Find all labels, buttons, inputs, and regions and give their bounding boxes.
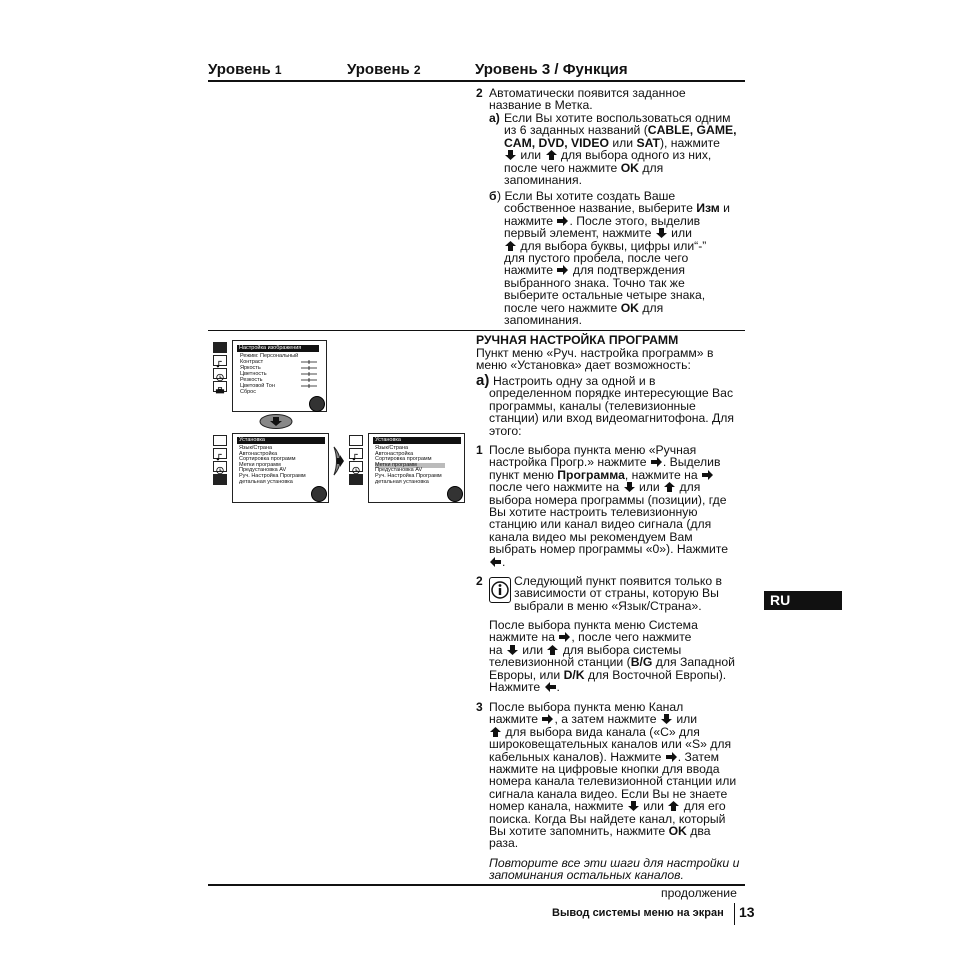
menu-item: детальная установка (375, 478, 429, 485)
music-note-icon (349, 448, 363, 459)
menu-item: Яркость (240, 365, 261, 371)
info-icon (489, 577, 511, 603)
ok-button-icon (309, 396, 325, 412)
option-a-text: определенном порядке интересующие Вас программы, каналы (телевизионные станции) или вход видеомагнитофона. Для этого: (489, 386, 735, 438)
top-step2-text: Автоматически появится заданное название в Метка. (489, 86, 686, 113)
arrow-down-icon (655, 227, 668, 239)
arrow-left-icon (544, 681, 557, 693)
clock-icon (213, 368, 227, 379)
option-a-text: Если Вы хотите воспользоваться одним из 6 заданных названий (CABLE, GAME, CAM, DVD, VIDEO или SAT), нажмите или для выбора одного из них, после чего нажмите OK для запоминания. (504, 111, 737, 188)
header-level-1: Уровень 1 (208, 61, 282, 78)
intro-text: Пункт меню «Руч. настройка программ» в меню «Установка» дает возможность: (476, 346, 714, 373)
menu-item: Контраст (240, 359, 264, 365)
arrow-right-icon (556, 264, 569, 276)
option-a-label: а) (489, 111, 500, 125)
toolbox-icon (213, 381, 227, 392)
arrow-right-icon (665, 751, 678, 763)
continued-label: продолжение (661, 886, 737, 900)
tv-icon (213, 435, 227, 446)
language-tab: RU (764, 591, 842, 610)
menu-title: Установка (237, 437, 325, 444)
clock-icon (213, 461, 227, 472)
ok-button-icon (311, 486, 327, 502)
option-b-text-cont: собственное название, выберите Изм и нажмите . После этого, выделив первый элемент, нажмите или для выбора буквы, цифры или“-” для пустого пробела, после чего нажмите для подтверждения выбранного знака. Точно так же выберите остальные четыре знака, после чего нажмите OK для запоминания. (504, 201, 730, 328)
menu-item: Сброс (240, 389, 256, 395)
step1-text: После выбора пункта меню «Ручная настройка Прогр.» нажмите . Выделив пункт меню Программа, нажмите на после чего нажмите на или для выбора номера программы (позиции), где Вы хотите настроить телевизионную станцию или канал видео сигнала (для канала видео мы рекомендуем Вам выбрать номер программы «0»). Нажмите . (489, 443, 729, 569)
arrow-down-icon (506, 644, 519, 656)
menu-item: Режим: Персональный (240, 353, 299, 359)
menu-item: Руч. Настройка Программ (239, 473, 306, 479)
nav-pad-icon (332, 445, 346, 477)
step2-text: После выбора пункта меню Система нажмите на , после чего нажмите на или для выбора системы телевизионной станции (B/G для Западной Евроры, или D/K для Восточной Европы). Нажмите . (489, 618, 735, 695)
arrow-up-icon (504, 240, 517, 252)
ok-button-icon (447, 486, 463, 502)
music-note-icon (213, 448, 227, 459)
tv-icon (213, 342, 227, 353)
menu-item: Сортировка программ (239, 456, 296, 463)
page-number: 13 (739, 904, 755, 920)
arrow-up-icon (489, 726, 502, 738)
step-number: 2 (476, 574, 483, 588)
menu-item: Автонастройка (239, 450, 278, 457)
menu-item: Язык/Страна (375, 445, 409, 451)
arrow-up-icon (667, 800, 680, 812)
menu-item: Язык/Страна (239, 445, 273, 451)
arrow-down-icon (504, 149, 517, 161)
picture-menu-screen (212, 340, 326, 412)
menu-item: Предустановка AV (239, 467, 287, 474)
clock-icon (349, 461, 363, 472)
toolbox-icon (349, 474, 363, 485)
section-title: РУЧНАЯ НАСТРОЙКА ПРОГРАММ (476, 333, 679, 347)
arrow-right-icon (701, 469, 714, 481)
setup-menu-box (368, 433, 465, 503)
menu-item: Резкость (240, 377, 263, 383)
menu-item: детальная установка (239, 478, 293, 485)
footer-divider (734, 903, 735, 925)
step-number: 3 (476, 700, 483, 714)
toolbox-icon (213, 474, 227, 485)
step-number: 2 (476, 86, 483, 100)
menu-item: Руч. Настройка Программ (375, 473, 442, 479)
arrow-left-icon (489, 556, 502, 568)
arrow-up-icon (545, 149, 558, 161)
arrow-right-icon (541, 713, 554, 725)
footer-section-title: Вывод системы меню на экран (552, 907, 724, 919)
section-rule (208, 330, 745, 331)
header-level-2: Уровень 2 (347, 61, 421, 78)
picture-menu-box (232, 340, 327, 412)
option-b-text: ) Если Вы хотите создать Ваше (497, 189, 676, 203)
header-level-3: Уровень 3 / Функция (475, 61, 628, 78)
menu-title: Настройка изображения (237, 345, 319, 352)
option-a-label: a) (476, 372, 490, 389)
setup-menu-screen (212, 433, 328, 503)
arrow-down-icon (623, 481, 636, 493)
step2-note: Следующий пункт появится только в зависимости от страны, которую Вы выбрали в меню «Язык/Страна». (514, 574, 722, 613)
option-b-label: б (489, 189, 497, 203)
menu-title: Установка (373, 437, 461, 444)
step3-text: После выбора пункта меню Канал нажмите , а затем нажмите или для выбора вида канала («C» для широковещательных каналов или «S» для кабельных каналов). Нажмите . Затем нажмите на цифровые кнопки для ввода номера канала телевизионной станции или сигнала канала видео. Если Вы не знаете номер канала, нажмите или для его поиска. Когда Вы найдете канал, который Вы хотите запомнить, нажмите OK два раза. (489, 700, 737, 851)
menu-item: Предустановка AV (375, 467, 423, 474)
step-number: 1 (476, 443, 483, 457)
menu-item: Автонастройка (375, 450, 414, 457)
menu-item: Сортировка программ (375, 456, 432, 463)
arrow-right-icon (558, 631, 571, 643)
tv-icon (349, 435, 363, 446)
menu-item-selected: Метки программ (375, 463, 445, 469)
italic-note: Повторите все эти шаги для настройки и запоминания остальных каналов. (489, 856, 740, 883)
menu-item: Цветовой Тон (240, 383, 275, 389)
music-note-icon (213, 355, 227, 366)
down-button-icon (259, 414, 293, 429)
slider-marks (301, 359, 321, 395)
menu-item: Цветность (240, 371, 267, 377)
setup-menu-box (232, 433, 329, 503)
arrow-right-icon (650, 456, 663, 468)
arrow-right-icon (556, 215, 569, 227)
arrow-up-icon (546, 644, 559, 656)
arrow-down-icon (627, 800, 640, 812)
option-a-first-line: Настроить одну за одной и в (493, 374, 656, 388)
setup-menu-screen-selected (348, 433, 464, 503)
menu-item: Метки программ (239, 461, 281, 468)
arrow-down-icon (660, 713, 673, 725)
arrow-up-icon (663, 481, 676, 493)
header-rule (208, 80, 745, 82)
